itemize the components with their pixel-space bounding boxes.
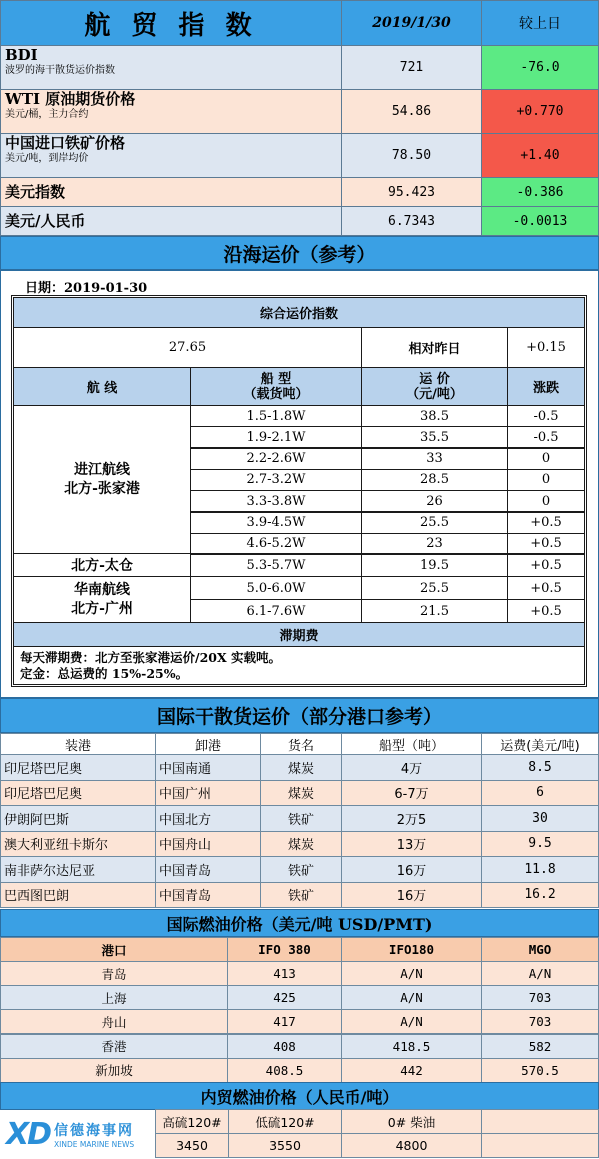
bunker-header-cell: IFO 380: [227, 937, 342, 962]
index-name: 美元/人民币: [5, 212, 86, 230]
freight-price-cell: 25.5: [361, 576, 508, 600]
dry-header-cell: 装港: [0, 733, 156, 755]
bunker-data-cell: 442: [341, 1058, 482, 1083]
dry-data-cell: 16.2: [481, 882, 599, 909]
logo-mark: XD: [6, 1116, 51, 1152]
bunker-data-cell: 新加坡: [0, 1058, 228, 1083]
dry-data-cell: 铁矿: [260, 805, 342, 832]
ship-size-cell: 4.6-5.2W: [190, 533, 362, 555]
price-change-cell: 0: [507, 490, 585, 512]
index-name: BDI: [5, 46, 38, 64]
bunker-data-cell: 582: [481, 1034, 599, 1059]
bunker-data-cell: 408.5: [227, 1058, 342, 1083]
index-label-iron-ore: [0, 133, 342, 178]
bunker-data-cell: A/N: [481, 961, 599, 986]
freight-price-cell: 33: [361, 448, 508, 470]
dry-data-cell: 煤炭: [260, 754, 342, 781]
route-group-zhangjiagang: [13, 405, 191, 554]
logo-en: XINDE MARINE NEWS: [54, 1139, 135, 1149]
xinde-logo: [6, 1112, 156, 1156]
index-desc: 美元/吨，到岸均价: [5, 153, 89, 164]
bunker-data-cell: 408: [227, 1034, 342, 1059]
bunker-header-cell: IFO180: [341, 937, 482, 962]
domestic-value-cell: 3550: [228, 1133, 342, 1158]
col-change: 涨跌: [507, 367, 585, 406]
dry-data-cell: 6-7万: [341, 780, 482, 807]
dry-data-cell: 16万: [341, 856, 482, 883]
dry-data-cell: 印尼塔巴尼奥: [0, 780, 156, 807]
col-ship: [190, 367, 362, 406]
price-change-cell: -0.5: [507, 405, 585, 427]
index-label-wti: [0, 89, 342, 134]
col-ship-line2: （载货吨）: [243, 386, 309, 402]
dry-data-cell: 煤炭: [260, 780, 342, 807]
index-name: 中国进口铁矿价格: [5, 134, 126, 152]
index-value: 95.423: [341, 177, 482, 207]
bunker-data-cell: 舟山: [0, 1009, 228, 1034]
bunker-data-cell: A/N: [341, 961, 482, 986]
route-group-line: 北方-广州: [71, 600, 133, 617]
domestic-header-cell: 高硫120#: [155, 1109, 229, 1134]
dry-data-cell: 南非萨尔达尼亚: [0, 856, 156, 883]
domestic-header-cell: 低硫120#: [228, 1109, 342, 1134]
dry-header-cell: 卸港: [155, 733, 261, 755]
dry-data-cell: 中国舟山: [155, 831, 261, 858]
index-value: 721: [341, 45, 482, 90]
dry-header-cell: 货名: [260, 733, 342, 755]
dry-data-cell: 铁矿: [260, 856, 342, 883]
ship-size-cell: 2.2-2.6W: [190, 448, 362, 470]
price-change-cell: 0: [507, 469, 585, 491]
index-value: 78.50: [341, 133, 482, 178]
col-price: [361, 367, 508, 406]
dry-data-cell: 6: [481, 780, 599, 807]
index-value: 54.86: [341, 89, 482, 134]
dry-data-cell: 2万5: [341, 805, 482, 832]
coastal-section-title: 沿海运价（参考）: [0, 236, 599, 270]
price-change-cell: +0.5: [507, 533, 585, 555]
dry-data-cell: 9.5: [481, 831, 599, 858]
coastal-date: 日期：2019-01-30: [25, 281, 148, 296]
domestic-value-cell: [481, 1133, 599, 1158]
price-change-cell: +0.5: [507, 599, 585, 623]
index-name: 美元指数: [5, 183, 66, 201]
price-change-cell: +0.5: [507, 512, 585, 534]
composite-title: 综合运价指数: [13, 297, 585, 328]
freight-price-cell: 25.5: [361, 512, 508, 534]
dry-data-cell: 30: [481, 805, 599, 832]
dry-data-cell: 煤炭: [260, 831, 342, 858]
bunker-data-cell: 青岛: [0, 961, 228, 986]
bunker-header-cell: 港口: [0, 937, 228, 962]
domestic-header-cell: [481, 1109, 599, 1134]
domestic-value-cell: 4800: [341, 1133, 482, 1158]
dry-data-cell: 铁矿: [260, 882, 342, 909]
index-label-bdi: [0, 45, 342, 90]
dry-data-cell: 中国北方: [155, 805, 261, 832]
freight-price-cell: 38.5: [361, 405, 508, 427]
bunker-data-cell: A/N: [341, 1009, 482, 1034]
dry-data-cell: 16万: [341, 882, 482, 909]
route-group-line: 北方-张家港: [64, 480, 140, 497]
ship-size-cell: 5.3-5.7W: [190, 553, 362, 577]
dry-data-cell: 伊朗阿巴斯: [0, 805, 156, 832]
compare-label: 较上日: [481, 0, 599, 46]
bunker-data-cell: 418.5: [341, 1034, 482, 1059]
price-change-cell: -0.5: [507, 426, 585, 448]
dry-data-cell: 印尼塔巴尼奥: [0, 754, 156, 781]
bunker-data-cell: 703: [481, 1009, 599, 1034]
bunker-data-cell: 上海: [0, 985, 228, 1010]
report-date: 2019/1/30: [341, 0, 482, 46]
demurrage-line: 定金：总运费的 15%-25%。: [20, 666, 189, 681]
dry-data-cell: 8.5: [481, 754, 599, 781]
domestic-value-cell: 3450: [155, 1133, 229, 1158]
vs-yesterday-value: +0.15: [507, 327, 585, 368]
ship-size-cell: 1.9-2.1W: [190, 426, 362, 448]
index-change: -76.0: [481, 45, 599, 90]
index-change: -0.0013: [481, 206, 599, 236]
demurrage-title: 滞期费: [13, 622, 585, 647]
index-label-usd-cny: [0, 206, 342, 236]
ship-size-cell: 2.7-3.2W: [190, 469, 362, 491]
index-label-usd-index: [0, 177, 342, 207]
coastal-freight-panel: [0, 270, 599, 698]
index-change: +1.40: [481, 133, 599, 178]
intl-bunker-section-title: 国际燃油价格（美元/吨 USD/PMT): [0, 909, 599, 937]
ship-size-cell: 6.1-7.6W: [190, 599, 362, 623]
index-name: WTI 原油期货价格: [5, 90, 136, 108]
price-change-cell: 0: [507, 448, 585, 470]
dry-header-cell: 船型（吨）: [341, 733, 482, 755]
domestic-bunker-section-title: 内贸燃油价格（人民币/吨）: [0, 1082, 599, 1110]
dry-header-cell: 运费(美元/吨): [481, 733, 599, 755]
price-change-cell: +0.5: [507, 576, 585, 600]
dry-data-cell: 中国青岛: [155, 856, 261, 883]
dry-data-cell: 澳大利亚纽卡斯尔: [0, 831, 156, 858]
bunker-header-cell: MGO: [481, 937, 599, 962]
ship-size-cell: 3.9-4.5W: [190, 512, 362, 534]
demurrage-notes: [13, 646, 585, 685]
bunker-data-cell: 570.5: [481, 1058, 599, 1083]
demurrage-line: 每天滞期费：北方至张家港运价/20X 实载吨。: [20, 650, 282, 665]
freight-price-cell: 23: [361, 533, 508, 555]
bunker-data-cell: 香港: [0, 1034, 228, 1059]
freight-price-cell: 26: [361, 490, 508, 512]
freight-price-cell: 35.5: [361, 426, 508, 448]
bunker-data-cell: A/N: [341, 985, 482, 1010]
freight-price-cell: 19.5: [361, 553, 508, 577]
index-change: +0.770: [481, 89, 599, 134]
bunker-data-cell: 425: [227, 985, 342, 1010]
dry-data-cell: 中国广州: [155, 780, 261, 807]
col-ship-line1: 船 型: [260, 371, 292, 387]
domestic-header-cell: 0# 柴油: [341, 1109, 482, 1134]
dry-data-cell: 4万: [341, 754, 482, 781]
freight-price-cell: 28.5: [361, 469, 508, 491]
col-route: 航 线: [13, 367, 191, 406]
index-value: 6.7343: [341, 206, 482, 236]
index-desc: 波罗的海干散货运价指数: [5, 65, 115, 76]
dry-data-cell: 中国青岛: [155, 882, 261, 909]
index-change: -0.386: [481, 177, 599, 207]
price-change-cell: +0.5: [507, 553, 585, 577]
route-group-line: 华南航线: [74, 581, 130, 598]
dry-data-cell: 11.8: [481, 856, 599, 883]
logo-cn: 信德海事网: [54, 1122, 135, 1139]
page-title: 航 贸 指 数: [0, 0, 342, 46]
dry-data-cell: 中国南通: [155, 754, 261, 781]
intl-dry-section-title: 国际干散货运价（部分港口参考）: [0, 698, 599, 733]
dry-data-cell: 巴西图巴朗: [0, 882, 156, 909]
ship-size-cell: 3.3-3.8W: [190, 490, 362, 512]
index-desc: 美元/桶，主力合约: [5, 109, 89, 120]
route-group-line: 进江航线: [74, 461, 130, 478]
dry-data-cell: 13万: [341, 831, 482, 858]
route-group-taicang: 北方-太仓: [13, 553, 191, 577]
composite-value: 27.65: [13, 327, 362, 368]
ship-size-cell: 5.0-6.0W: [190, 576, 362, 600]
bunker-data-cell: 417: [227, 1009, 342, 1034]
col-price-line2: （元/吨）: [406, 386, 463, 402]
freight-price-cell: 21.5: [361, 599, 508, 623]
col-price-line1: 运 价: [419, 371, 450, 387]
bunker-data-cell: 703: [481, 985, 599, 1010]
route-group-guangzhou: [13, 576, 191, 623]
ship-size-cell: 1.5-1.8W: [190, 405, 362, 427]
vs-yesterday-label: 相对昨日: [361, 327, 508, 368]
bunker-data-cell: 413: [227, 961, 342, 986]
